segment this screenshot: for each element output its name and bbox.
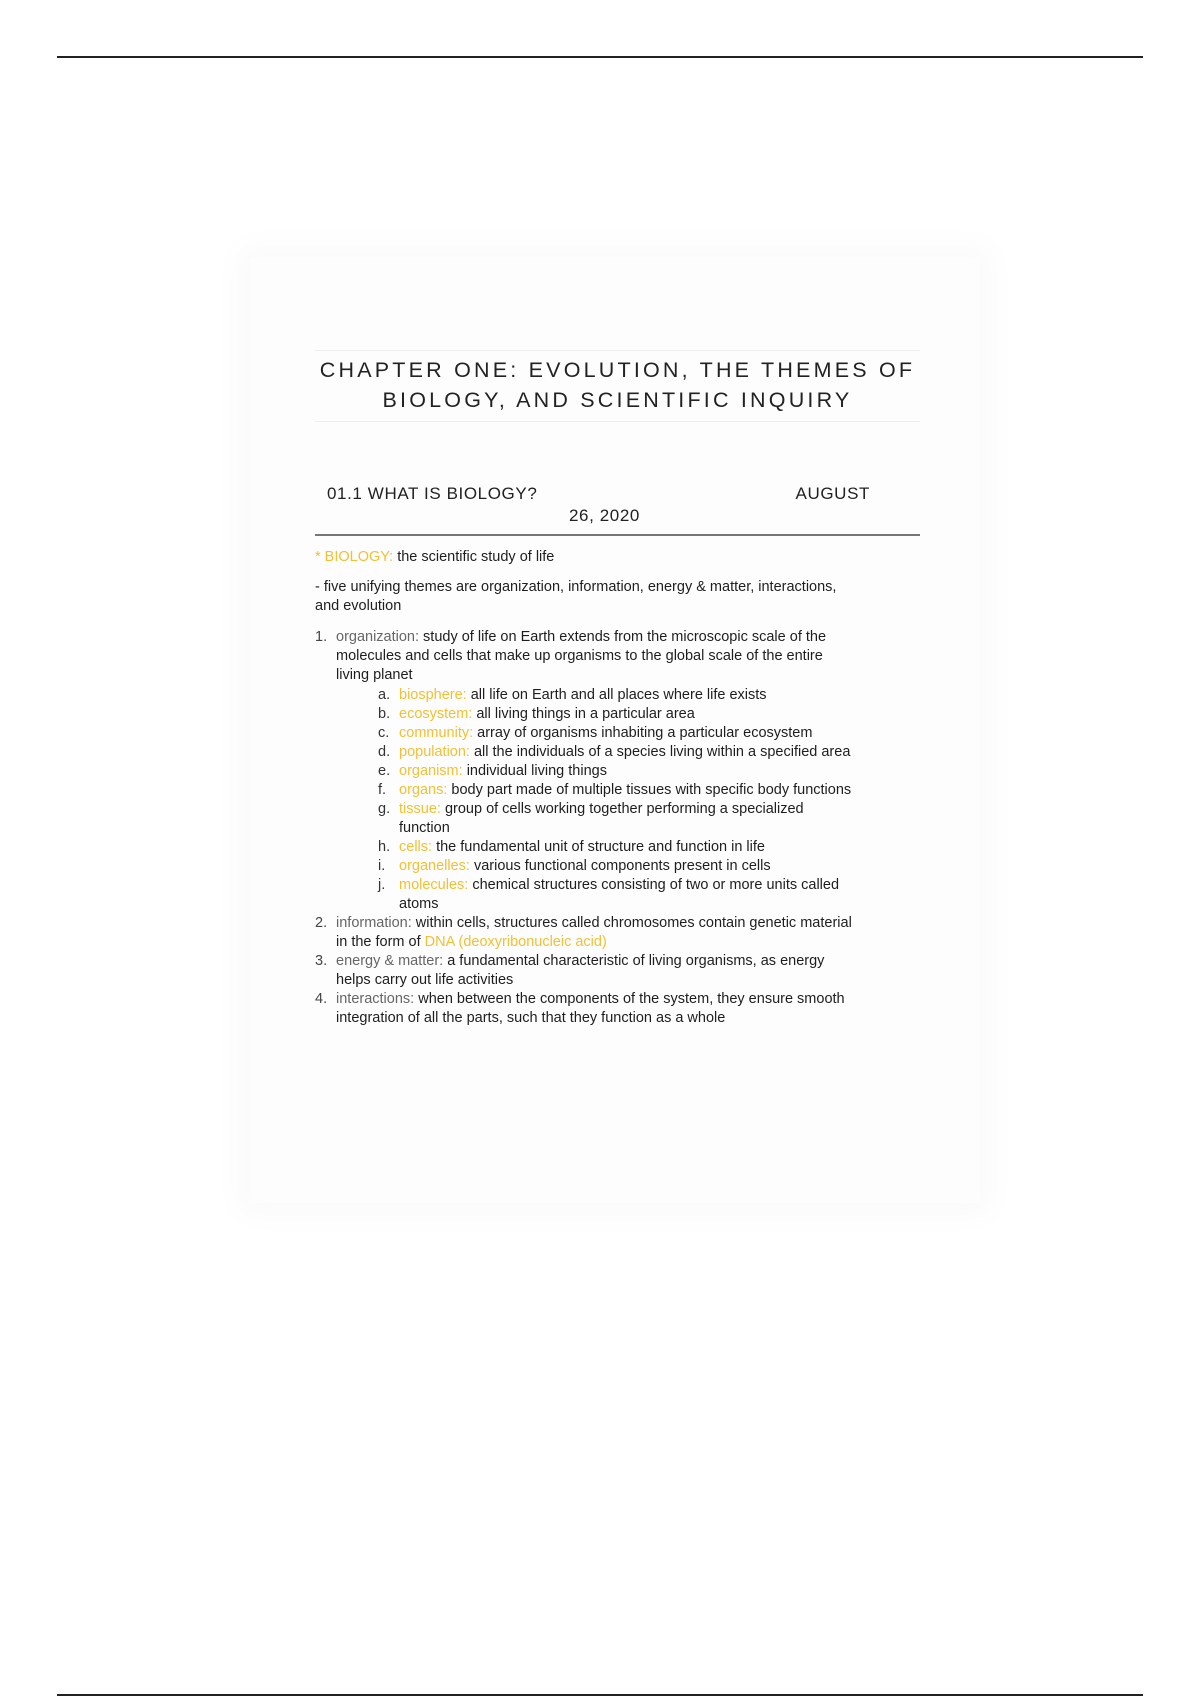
level-term: population: (399, 744, 470, 760)
level-text: the fundamental unit of structure and function in life (432, 839, 765, 855)
level-term: organism: (399, 763, 463, 779)
definition-term: * BIOLOGY: (315, 549, 394, 565)
biology-definition (315, 548, 855, 567)
level-term: community: (399, 725, 474, 741)
theme-term: organization: (336, 629, 420, 645)
theme-term: energy & matter: (336, 953, 444, 969)
level-text: group of cells working together performing a specialized function (399, 801, 804, 836)
level-letter: g. (378, 801, 391, 817)
section-date-month: AUGUST (795, 484, 870, 503)
level-item-molecules (378, 876, 855, 914)
organization-levels-list (378, 686, 855, 914)
section-header (315, 484, 920, 536)
chapter-title-block (315, 350, 920, 422)
level-item-cells (378, 838, 855, 857)
section-date-day-year: 26, 2020 (569, 506, 640, 525)
theme-item-information (315, 914, 855, 952)
level-letter: b. (378, 706, 391, 722)
chapter-title-line-1: CHAPTER ONE: EVOLUTION, THE THEMES OF (319, 358, 916, 382)
level-letter: d. (378, 744, 391, 760)
level-text: all the individuals of a species living within a specified area (469, 744, 851, 760)
level-text: all life on Earth and all places where life exists (466, 687, 767, 703)
level-letter: j. (378, 877, 386, 893)
level-term: tissue: (399, 801, 441, 817)
theme-number: 4. (315, 991, 328, 1007)
theme-item-interactions (315, 990, 855, 1028)
level-text: various functional components present in cells (469, 858, 771, 874)
level-item-organs (378, 781, 855, 800)
level-text: all living things in a particular area (472, 706, 695, 722)
level-text: chemical structures consisting of two or more units called atoms (399, 877, 840, 912)
level-letter: e. (378, 763, 391, 779)
theme-number: 3. (315, 953, 328, 969)
level-letter: f. (378, 782, 387, 798)
theme-text: within cells, structures called chromosomes contain genetic material in the form of (336, 915, 852, 950)
level-item-biosphere (378, 686, 855, 705)
themes-list (315, 628, 855, 1028)
level-term: organs: (399, 782, 448, 798)
level-term: biosphere: (399, 687, 467, 703)
level-item-community (378, 724, 855, 743)
theme-text: study of life on Earth extends from the microscopic scale of the molecules and cells that make up organisms to the global scale of the entire living planet (336, 629, 827, 683)
theme-item-organization (315, 628, 855, 914)
level-item-organelles (378, 857, 855, 876)
level-letter: i. (378, 858, 386, 874)
definition-text: the scientific study of life (393, 549, 555, 565)
level-term: cells: (399, 839, 433, 855)
chapter-title-line-2: BIOLOGY, AND SCIENTIFIC INQUIRY (382, 388, 853, 412)
level-text: body part made of multiple tissues with specific body functions (447, 782, 852, 798)
dna-highlight: DNA (deoxyribonucleic acid) (424, 934, 607, 950)
theme-number: 2. (315, 915, 328, 931)
level-text: individual living things (462, 763, 607, 779)
theme-number: 1. (315, 629, 328, 645)
level-term: organelles: (399, 858, 470, 874)
level-letter: c. (378, 725, 390, 741)
top-divider (57, 56, 1143, 58)
bottom-divider (57, 1694, 1143, 1696)
level-text: array of organisms inhabiting a particular ecosystem (473, 725, 813, 741)
themes-intro: - five unifying themes are organization, information, energy & matter, interactions, and evolution (315, 579, 837, 614)
level-item-organism (378, 762, 855, 781)
theme-text: when between the components of the system, they ensure smooth integration of all the parts, such that they function as a whole (336, 991, 845, 1026)
level-letter: h. (378, 839, 391, 855)
level-item-tissue (378, 800, 855, 838)
theme-term: information: (336, 915, 412, 931)
level-item-ecosystem (378, 705, 855, 724)
page-content (315, 350, 920, 1028)
notes-body (315, 548, 855, 1028)
theme-text: a fundamental characteristic of living organisms, as energy helps carry out life activities (336, 953, 825, 988)
theme-item-energy-matter (315, 952, 855, 990)
theme-term: interactions: (336, 991, 415, 1007)
level-item-population (378, 743, 855, 762)
section-title: 01.1 WHAT IS BIOLOGY? (327, 484, 538, 503)
level-term: ecosystem: (399, 706, 473, 722)
level-term: molecules: (399, 877, 469, 893)
level-letter: a. (378, 687, 391, 703)
